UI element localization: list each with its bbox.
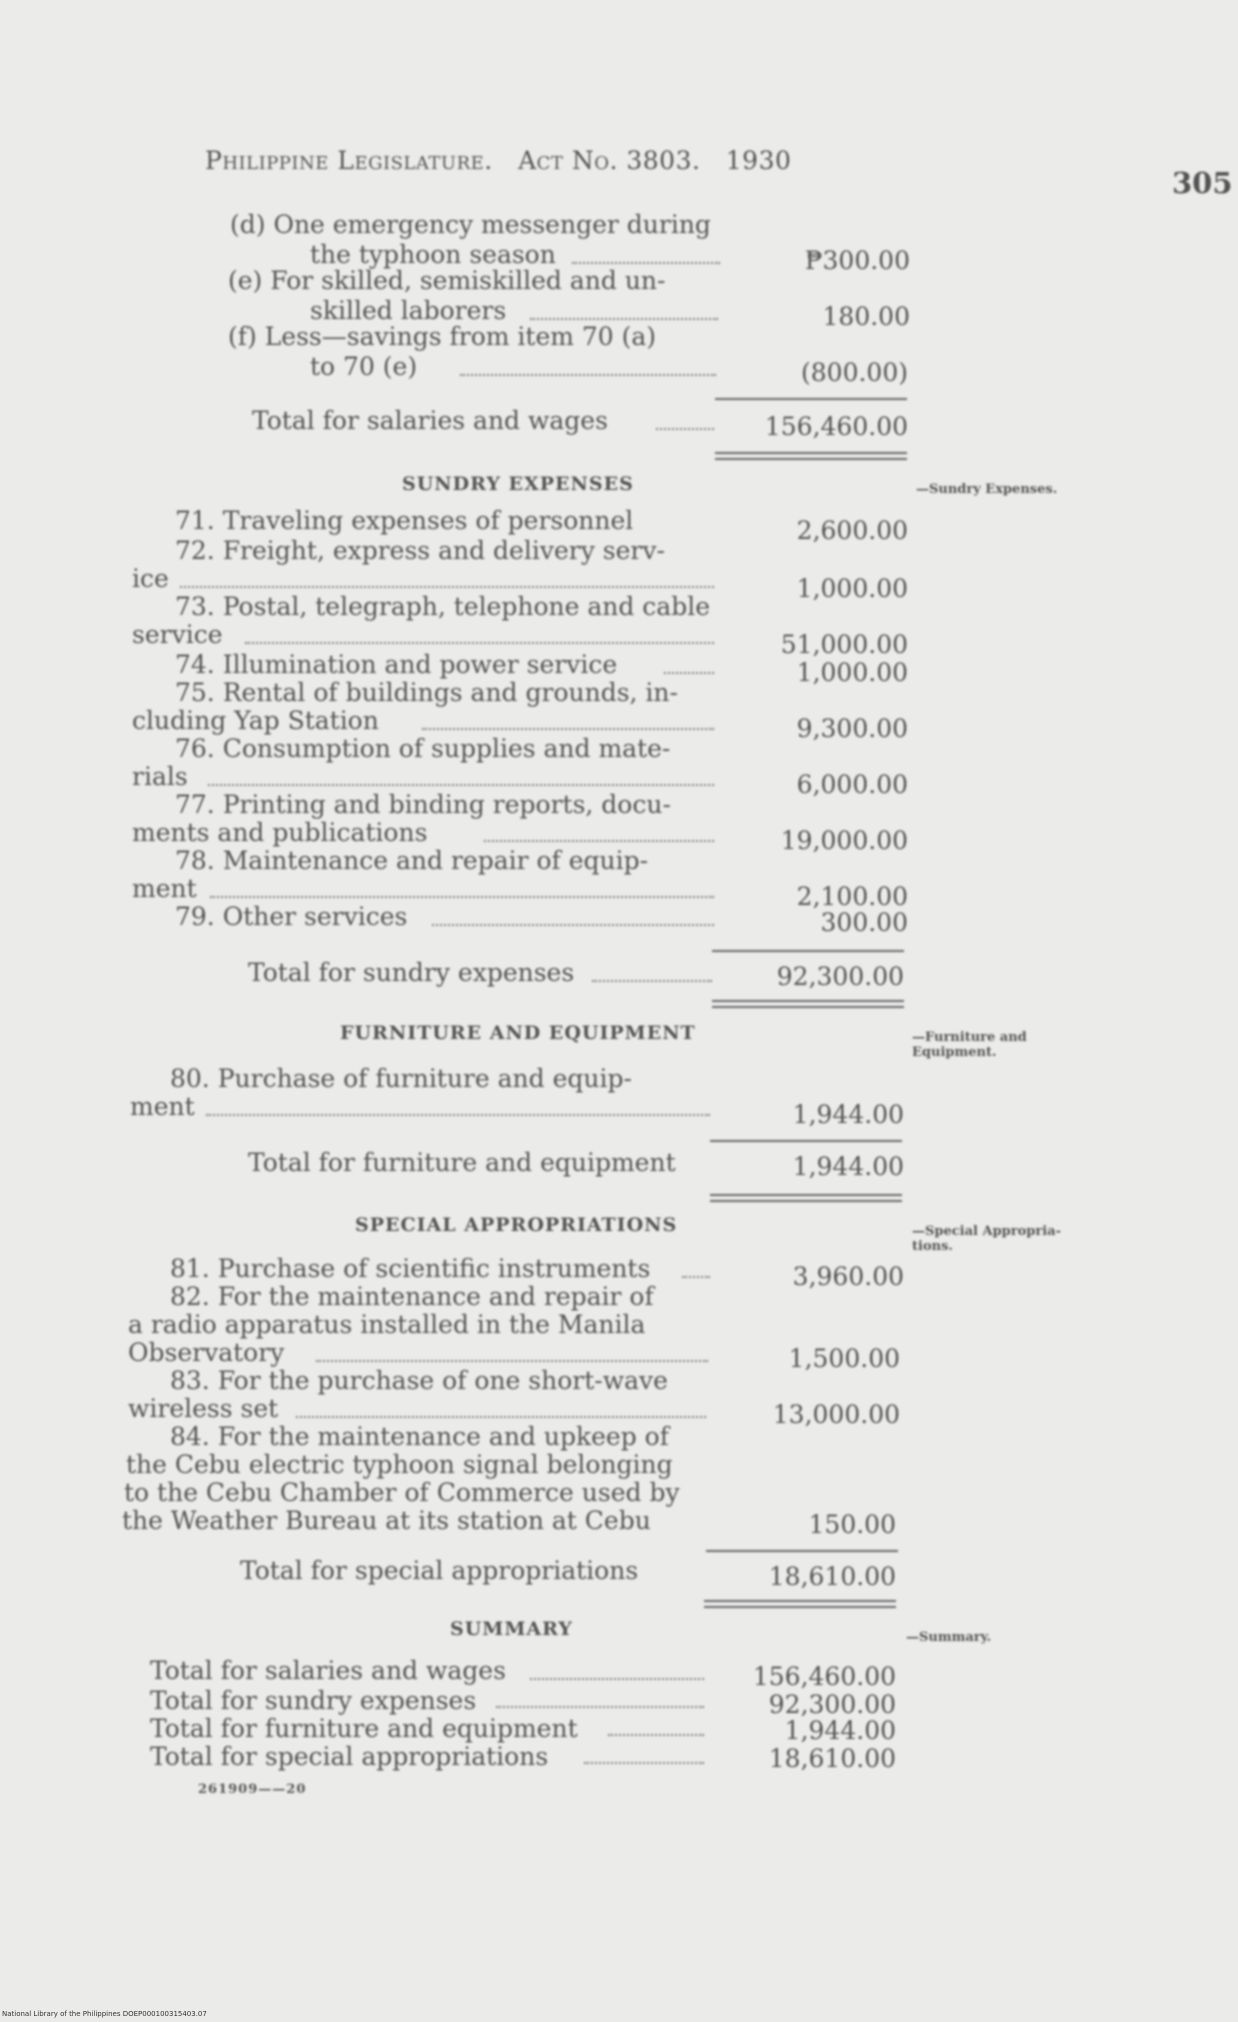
item-line: (d) One emergency messenger during	[230, 210, 711, 239]
item-line: (f) Less—savings from item 70 (a)	[228, 322, 657, 351]
item-amount: 1,500.00	[788, 1344, 900, 1373]
total-double-rule	[715, 452, 907, 460]
item-line: 80. Purchase of furniture and equip-	[170, 1064, 632, 1093]
item-amount: 180.00	[822, 302, 910, 331]
total-label: Total for sundry expenses	[248, 958, 575, 987]
item-amount: 2,100.00	[796, 882, 908, 911]
item-line: ment	[132, 874, 197, 903]
item-amount: 300.00	[820, 908, 908, 937]
item-line: 84. For the maintenance and upkeep of	[170, 1422, 669, 1451]
summary-label: Total for salaries and wages	[150, 1656, 506, 1685]
subtotal-rule	[712, 950, 904, 952]
header-year: 1930	[725, 146, 792, 175]
total-amount: 1,944.00	[792, 1152, 904, 1181]
item-amount: 6,000.00	[796, 770, 908, 799]
item-line: ment	[130, 1092, 195, 1121]
section-heading-special: SPECIAL APPROPRIATIONS	[355, 1214, 678, 1236]
running-header	[205, 146, 791, 175]
item-amount: 9,300.00	[796, 714, 908, 743]
item-line: 76. Consumption of supplies and mate-	[175, 734, 671, 763]
header-act: Act No. 3803.	[518, 146, 701, 175]
item-line: to the Cebu Chamber of Commerce used by	[124, 1478, 680, 1507]
subtotal-rule	[706, 1550, 898, 1552]
margin-note-summary: —Summary.	[906, 1630, 992, 1645]
total-double-rule	[710, 1194, 902, 1202]
section-heading-summary: SUMMARY	[450, 1618, 573, 1640]
item-line: rials	[132, 762, 188, 791]
margin-note-special	[912, 1224, 1112, 1254]
margin-note-line: —Furniture and	[912, 1030, 1027, 1045]
item-amount: 19,000.00	[780, 826, 908, 855]
item-line: 81. Purchase of scientific instruments	[170, 1254, 651, 1283]
margin-note-line: tions.	[912, 1239, 953, 1254]
total-amount: 92,300.00	[776, 962, 904, 991]
summary-amount: 1,944.00	[784, 1716, 896, 1745]
item-amount: 51,000.00	[780, 630, 908, 659]
subtotal-rule	[715, 398, 907, 400]
total-double-rule	[712, 1000, 904, 1008]
summary-label: Total for special appropriations	[150, 1742, 549, 1771]
item-line: the Weather Bureau at its station at Cebu	[122, 1506, 651, 1535]
summary-amount: 18,610.00	[768, 1744, 896, 1773]
item-amount: 1,944.00	[792, 1100, 904, 1129]
item-line: ice	[132, 564, 169, 593]
summary-amount: 92,300.00	[768, 1690, 896, 1719]
item-line: (e) For skilled, semiskilled and un-	[228, 266, 666, 295]
item-amount: (800.00)	[801, 358, 908, 387]
footer-credit: National Library of the Philippines DOEP000100315403.07	[2, 2010, 207, 2018]
subtotal-rule	[710, 1140, 902, 1142]
item-amount: 150.00	[808, 1510, 896, 1539]
total-double-rule	[704, 1600, 896, 1608]
item-line: 78. Maintenance and repair of equip-	[175, 846, 649, 875]
item-line: 72. Freight, express and delivery serv-	[175, 536, 665, 565]
total-label: Total for salaries and wages	[252, 406, 608, 435]
item-line: 73. Postal, telegraph, telephone and cable	[175, 592, 711, 621]
item-line: 83. For the purchase of one short-wave	[170, 1366, 668, 1395]
item-line: 75. Rental of buildings and grounds, in-	[175, 678, 678, 707]
item-line: wireless set	[128, 1394, 279, 1423]
item-amount: 2,600.00	[796, 516, 908, 545]
item-line: to 70 (e)	[310, 352, 418, 381]
leader-dots	[206, 1114, 710, 1116]
item-line: 77. Printing and binding reports, docu-	[175, 790, 671, 819]
item-line: skilled laborers	[310, 296, 507, 325]
margin-note-line: Equipment.	[912, 1045, 997, 1060]
item-amount: ₱300.00	[804, 246, 910, 275]
item-amount: 1,000.00	[796, 574, 908, 603]
item-line: 74. Illumination and power service	[175, 650, 618, 679]
item-amount: 13,000.00	[772, 1400, 900, 1429]
item-amount: 3,960.00	[792, 1262, 904, 1291]
item-line: service	[132, 620, 223, 649]
item-line: the typhoon season	[310, 240, 556, 269]
leader-dots	[245, 642, 714, 644]
item-line: the Cebu electric typhoon signal belonging	[126, 1450, 673, 1479]
section-heading-sundry: SUNDRY EXPENSES	[402, 473, 634, 495]
item-line: 82. For the maintenance and repair of	[170, 1282, 654, 1311]
header-legislature: Philippine Legislature.	[205, 146, 493, 175]
leader-dots	[180, 586, 714, 588]
leader-dots	[210, 896, 714, 898]
margin-note-sundry: —Sundry Expenses.	[916, 482, 1058, 497]
section-heading-furniture: FURNITURE AND EQUIPMENT	[340, 1022, 696, 1044]
summary-amount: 156,460.00	[752, 1662, 896, 1691]
page-number: 305	[1172, 166, 1233, 200]
printer-signature: 261909——20	[198, 1782, 307, 1797]
item-line: 79. Other services	[175, 902, 408, 931]
total-amount: 156,460.00	[764, 412, 908, 441]
item-line: Observatory	[128, 1338, 285, 1367]
margin-note-line: —Special Appropria-	[912, 1224, 1061, 1239]
leader-dots	[208, 784, 714, 786]
margin-note-furniture	[912, 1030, 1112, 1060]
item-amount: 1,000.00	[796, 658, 908, 687]
total-label: Total for special appropriations	[240, 1556, 639, 1585]
summary-label: Total for sundry expenses	[150, 1686, 477, 1715]
item-line: ments and publications	[132, 818, 428, 847]
item-line: cluding Yap Station	[132, 706, 379, 735]
item-line: 71. Traveling expenses of personnel	[175, 506, 634, 535]
total-label: Total for furniture and equipment	[248, 1148, 676, 1177]
summary-label: Total for furniture and equipment	[150, 1714, 578, 1743]
item-line: a radio apparatus installed in the Manila	[128, 1310, 646, 1339]
total-amount: 18,610.00	[768, 1562, 896, 1591]
